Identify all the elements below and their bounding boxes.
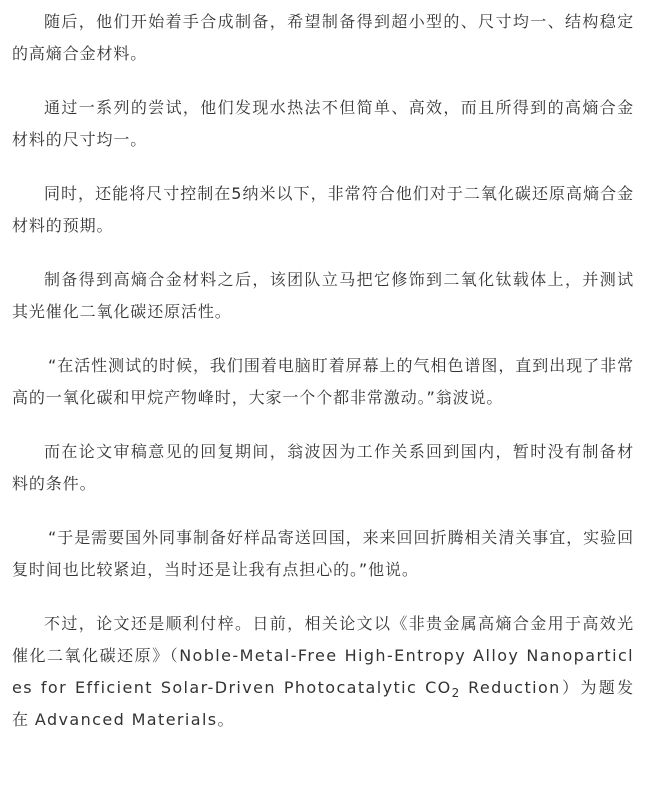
paragraph-7-quote: “于是需要国外同事制备好样品寄送回国，来来回回折腾相关清关事宜，实验回复时间也比较紧迫，当时还是让我有点担心的。”他说。	[12, 528, 634, 579]
paper-title-english-end: Reduction	[460, 678, 561, 697]
paragraph-8-connector: ）为题发在	[12, 678, 634, 729]
journal-name: Advanced Materials	[34, 710, 218, 729]
paragraph-2: 通过一系列的尝试，他们发现水热法不但简单、高效，而且所得到的高熵合金材料的尺寸均一。	[12, 98, 634, 149]
paragraph-8-intro: 不过，论文还是顺利付梓。日前，相关论文以《非贵金属高熵合金用于高效光催化二氧化碳还原》（	[12, 614, 634, 665]
paper-title-english: Noble-Metal-Free High-Entropy Alloy Nanoparticles for Efficient Solar-Driven Photocatalytic CO	[12, 646, 634, 697]
paragraph-6: 而在论文审稿意见的回复期间，翁波因为工作关系回到国内，暂时没有制备材料的条件。	[12, 442, 634, 493]
paragraph-4: 制备得到高熵合金材料之后，该团队立马把它修饰到二氧化钛载体上，并测试其光催化二氧化碳还原活性。	[12, 270, 634, 321]
paragraph-1: 随后，他们开始着手合成制备，希望制备得到超小型的、尺寸均一、结构稳定的高熵合金材料。	[12, 12, 634, 63]
co2-subscript: 2	[451, 686, 461, 700]
paragraph-3: 同时，还能将尺寸控制在5纳米以下，非常符合他们对于二氧化碳还原高熵合金材料的预期。	[12, 184, 634, 235]
paragraph-8-end: 。	[217, 710, 235, 729]
paragraph-8	[12, 608, 634, 736]
paragraph-5-quote: “在活性测试的时候，我们围着电脑盯着屏幕上的气相色谱图，直到出现了非常高的一氧化碳和甲烷产物峰时，大家一个个都非常激动。”翁波说。	[12, 356, 634, 407]
